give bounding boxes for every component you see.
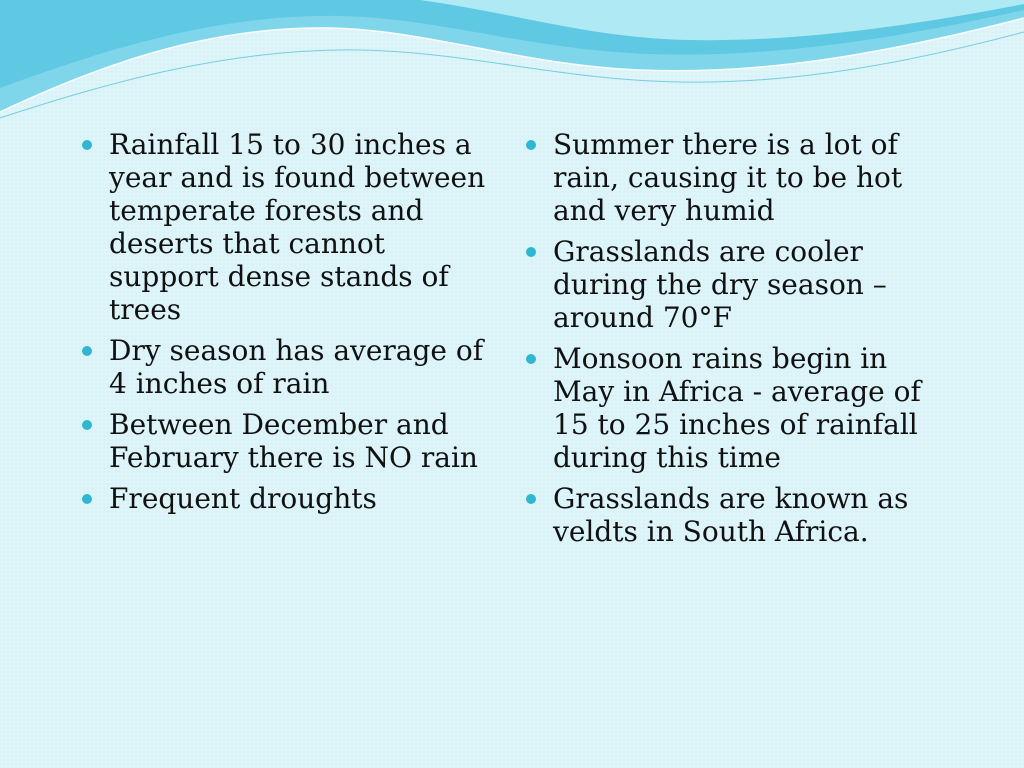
bullet-icon xyxy=(82,494,92,504)
bullet-icon xyxy=(526,140,536,150)
bullet-text: Monsoon rains begin in May in Africa - average of 15 to 25 inches of rainfall during this time xyxy=(553,342,921,474)
bullet-text: Between December and February there is NO rain xyxy=(109,408,478,474)
right-bullet-list xyxy=(524,128,934,556)
list-item xyxy=(80,482,490,515)
bullet-text: Rainfall 15 to 30 inches a year and is found between temperate forests and deserts that cannot support dense stands of trees xyxy=(109,128,486,326)
bullet-icon xyxy=(82,420,92,430)
bullet-text: Grasslands are cooler during the dry season – around 70°F xyxy=(553,235,887,334)
left-bullet-list xyxy=(80,128,490,523)
list-item xyxy=(524,128,934,227)
bullet-icon xyxy=(526,354,536,364)
bullet-text: Grasslands are known as veldts in South Africa. xyxy=(553,482,909,548)
bullet-icon xyxy=(526,494,536,504)
wave-header-decoration xyxy=(0,0,1024,130)
list-item xyxy=(524,342,934,474)
bullet-icon xyxy=(526,247,536,257)
bullet-text: Summer there is a lot of rain, causing it to be hot and very humid xyxy=(553,128,903,227)
list-item xyxy=(524,482,934,548)
bullet-icon xyxy=(82,346,92,356)
list-item xyxy=(80,408,490,474)
bullet-text: Frequent droughts xyxy=(109,482,377,515)
bullet-icon xyxy=(82,140,92,150)
bullet-text: Dry season has average of 4 inches of rain xyxy=(109,334,484,400)
list-item xyxy=(80,128,490,326)
list-item xyxy=(524,235,934,334)
list-item xyxy=(80,334,490,400)
